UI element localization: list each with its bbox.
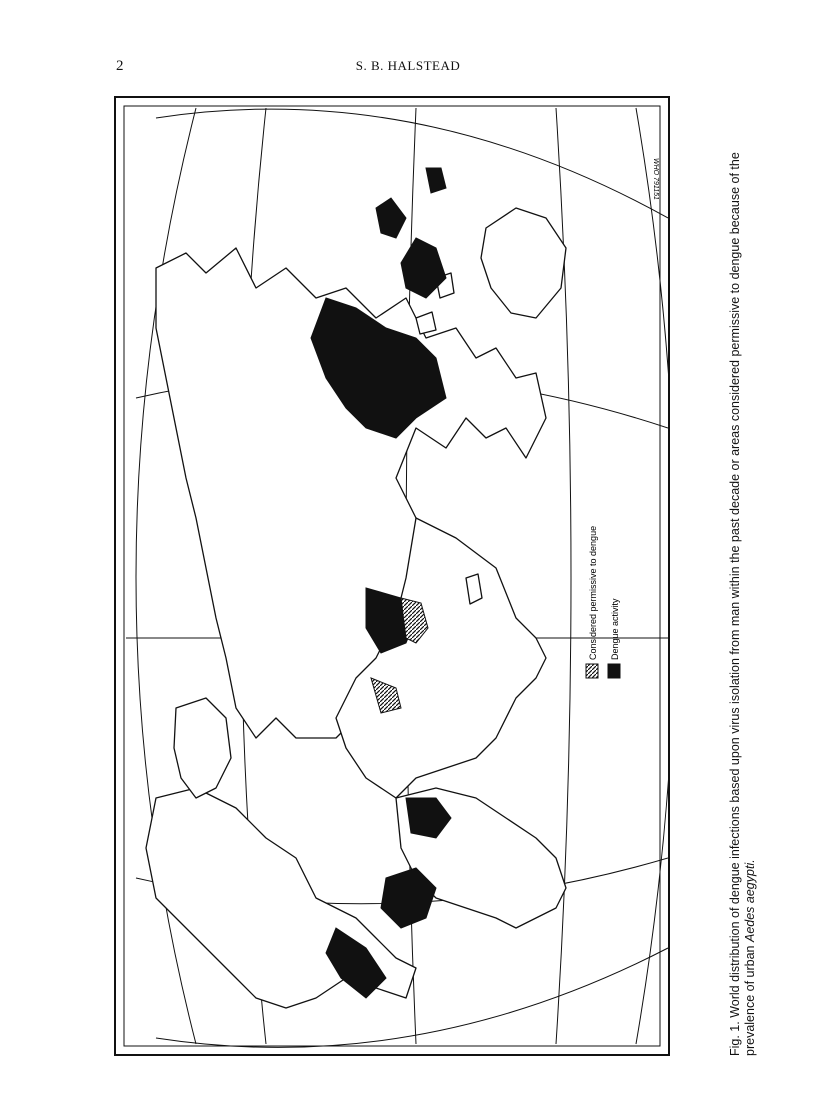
map-legend — [586, 526, 620, 678]
island-b — [416, 312, 436, 334]
running-head: S. B. HALSTEAD — [355, 58, 461, 73]
figure-caption — [728, 96, 788, 1056]
australia — [481, 208, 566, 318]
pacific-activity — [426, 168, 446, 193]
legend-label-activity: Dengue activity — [610, 598, 620, 660]
source-code: WHO 791151 — [652, 158, 659, 200]
page-number: 2 — [116, 58, 124, 74]
world-map-figure — [114, 96, 670, 1056]
world-map — [116, 98, 668, 1054]
legend-label-permissive: Considered permissive to dengue — [588, 525, 598, 660]
legend-swatch-permissive — [586, 664, 598, 678]
caption-main: Fig. 1. World distribution of dengue infections based upon virus isolation from man within the past decade or areas considered permissive to dengue because of the prevalence of urban — [728, 152, 757, 1056]
legend-swatch-activity — [608, 664, 620, 678]
caption-species: Aedes aegypti. — [743, 859, 757, 943]
caption-area — [728, 96, 788, 1056]
greenland — [174, 698, 231, 798]
philippines-activity — [376, 198, 406, 238]
